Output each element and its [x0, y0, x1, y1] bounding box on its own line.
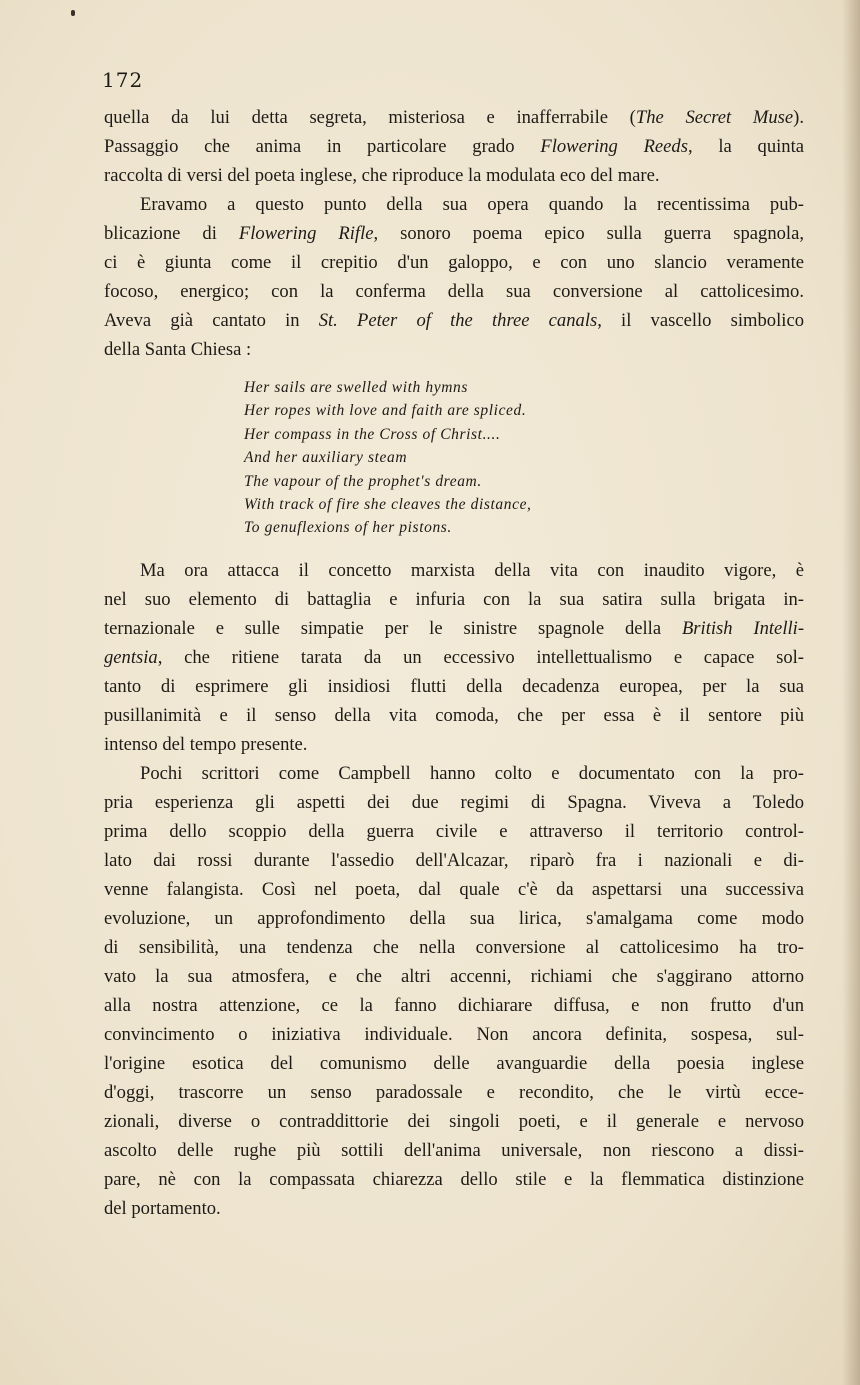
text-line	[104, 759, 804, 788]
text-line	[104, 846, 804, 875]
page-edge-shadow	[842, 0, 860, 1385]
line-segment: raccolta di versi del poeta inglese, che riproduce la modulata eco del mare.	[104, 165, 660, 186]
line-segment: ).	[793, 107, 805, 128]
poem-verse: Her ropes with love and faith are spliced.	[244, 402, 527, 420]
ink-speck	[71, 10, 75, 16]
text-line	[104, 219, 804, 248]
line-segment: pusillanimità e il senso della vita comoda, che per essa è il sentore più	[104, 705, 804, 726]
line-segment: Ma ora attacca il concetto marxista della vita con inaudito vigore, è	[140, 560, 804, 581]
line-segment: blicazione di	[104, 223, 239, 244]
line-segment: , la quinta	[687, 136, 804, 157]
text-line	[104, 1020, 804, 1049]
poem-verse: To genuflexions of her pistons.	[244, 519, 452, 537]
text-line	[104, 585, 804, 614]
text-line	[104, 933, 804, 962]
poem-quotation	[244, 376, 532, 540]
line-segment: della Santa Chiesa :	[104, 339, 252, 360]
text-line	[104, 1107, 804, 1136]
line-segment: intenso del tempo presente.	[104, 734, 308, 755]
text-line	[104, 875, 804, 904]
text-line	[104, 643, 804, 672]
line-segment: lato dai rossi durante l'assedio dell'Alcazar, riparò fra i nazionali e di-	[104, 850, 804, 871]
text-line	[104, 556, 804, 585]
line-segment: Pochi scrittori come Campbell hanno colto e documentato con la pro-	[140, 763, 804, 784]
text-line	[104, 335, 804, 364]
text-line	[104, 991, 804, 1020]
italic-title: Flowering Reeds	[540, 136, 688, 157]
italic-title: Flowering Rifle	[238, 223, 374, 244]
line-segment: ci è giunta come il crepitio d'un galoppo, e con uno slancio veramente	[104, 252, 804, 273]
line-segment: tanto di esprimere gli insidiosi flutti della decadenza europea, per la sua	[104, 676, 804, 697]
line-segment: prima dello scoppio della guerra civile e attraverso il territorio control-	[104, 821, 804, 842]
text-line	[104, 1165, 804, 1194]
poem-verse: And her auxiliary steam	[244, 449, 408, 467]
line-segment: quella da lui detta segreta, misteriosa e inafferrabile (	[104, 107, 636, 128]
line-segment: , il vascello simbolico	[597, 310, 804, 331]
text-line	[104, 701, 804, 730]
text-line	[104, 730, 804, 759]
body-text-bottom	[104, 556, 804, 1223]
line-segment: del portamento.	[104, 1198, 221, 1219]
poem-verse: The vapour of the prophet's dream.	[244, 472, 482, 490]
text-line	[104, 1049, 804, 1078]
text-line	[104, 817, 804, 846]
line-segment: l'origine esotica del comunismo delle avanguardie della poesia inglese	[104, 1053, 804, 1074]
line-segment: ternazionale e sulle simpatie per le sinistre spagnole della	[104, 618, 682, 639]
page-number: 172	[102, 68, 144, 92]
poem-verse: With track of fire she cleaves the distance,	[244, 496, 532, 514]
line-segment: focoso, energico; con la conferma della sua conversione al cattolicesimo.	[104, 281, 804, 302]
text-line	[104, 277, 804, 306]
text-line	[104, 962, 804, 991]
text-line	[104, 1136, 804, 1165]
text-line	[104, 614, 804, 643]
text-line	[104, 904, 804, 933]
text-line	[104, 788, 804, 817]
line-segment: venne falangista. Così nel poeta, dal quale c'è da aspettarsi una successiva	[104, 879, 804, 900]
text-line	[104, 1194, 804, 1223]
text-line	[104, 1078, 804, 1107]
text-line	[104, 132, 804, 161]
italic-title: British Intelli-	[681, 618, 805, 639]
line-segment: vato la sua atmosfera, e che altri accenni, richiami che s'aggirano attorno	[104, 966, 804, 987]
italic-title: The Secret Muse	[635, 107, 794, 128]
body-text-top	[104, 103, 804, 364]
poem-verse: Her sails are swelled with hymns	[244, 379, 468, 396]
line-segment: , che ritiene tarata da un eccessivo intellettualismo e capace sol-	[157, 647, 804, 668]
italic-title: St. Peter of the three canals	[318, 310, 598, 331]
line-segment: pare, nè con la compassata chiarezza dello stile e la flemmatica distinzione	[104, 1169, 804, 1190]
poem-verse: Her compass in the Cross of Christ....	[244, 425, 501, 443]
line-segment: di sensibilità, una tendenza che nella conversione al cattolicesimo ha tro-	[104, 937, 804, 958]
text-line	[104, 103, 804, 132]
line-segment: zionali, diverse o contraddittorie dei singoli poeti, e il generale e nervoso	[104, 1111, 804, 1132]
text-line	[104, 161, 804, 190]
text-line	[104, 248, 804, 277]
line-segment: , sonoro poema epico sulla guerra spagnola,	[373, 223, 804, 244]
line-segment: evoluzione, un approfondimento della sua lirica, s'amalgama come modo	[104, 908, 804, 929]
line-segment: Eravamo a questo punto della sua opera quando la recentissima pub-	[140, 194, 804, 215]
line-segment: alla nostra attenzione, ce la fanno dichiarare diffusa, e non frutto d'un	[104, 995, 804, 1016]
line-segment: convincimento o iniziativa individuale. Non ancora definita, sospesa, sul-	[104, 1024, 804, 1045]
line-segment: nel suo elemento di battaglia e infuria con la sua satira sulla brigata in-	[104, 589, 804, 610]
text-line	[104, 306, 804, 335]
line-segment: Aveva già cantato in	[104, 310, 319, 331]
line-segment: pria esperienza gli aspetti dei due regimi di Spagna. Viveva a Toledo	[104, 792, 804, 813]
line-segment: d'oggi, trascorre un senso paradossale e recondito, che le virtù ecce-	[104, 1082, 804, 1103]
text-line	[104, 672, 804, 701]
italic-title: gentsia	[104, 647, 158, 668]
text-line	[104, 190, 804, 219]
line-segment: Passaggio che anima in particolare grado	[104, 136, 541, 157]
line-segment: ascolto delle rughe più sottili dell'anima universale, non riescono a dissi-	[104, 1140, 804, 1161]
